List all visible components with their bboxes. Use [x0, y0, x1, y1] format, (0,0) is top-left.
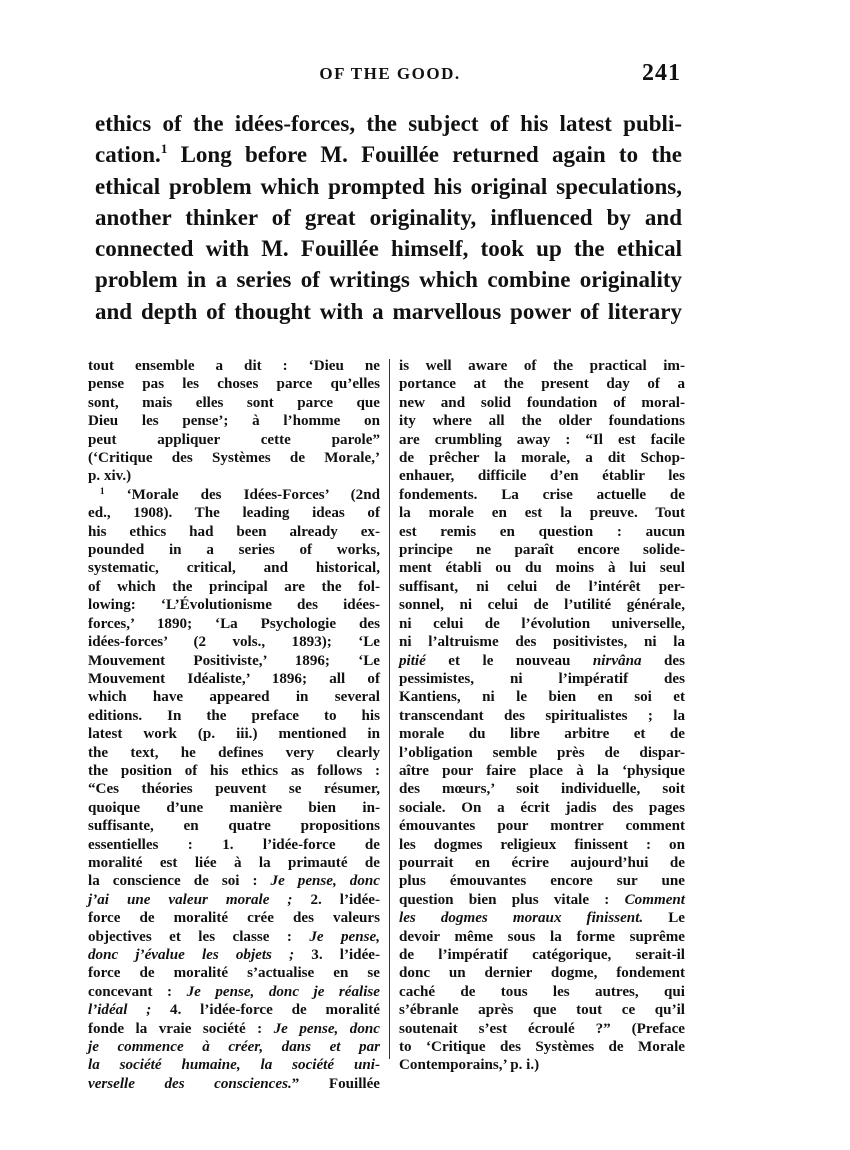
footnote-line: ment établi ou du moins à lui seul: [399, 560, 685, 577]
footnote-column-right: [399, 357, 685, 1075]
footnote-line: ity where all the older foundations: [399, 413, 685, 430]
footnote-line: la conscience de soi : Je pense, donc: [88, 873, 380, 890]
footnote-line: l’obligation semble près de dispar-: [399, 744, 685, 761]
footnote-line: de l’impératif catégorique, serait-il: [399, 947, 685, 963]
footnote-line: caché de tous les autres, qui: [399, 983, 685, 1000]
main-paragraph: [95, 108, 682, 327]
footnote-line: his ethics had been already ex-: [88, 523, 380, 540]
footnote-line: Dieu les pense’; à l’homme on: [88, 413, 380, 430]
footnote-line: donc un dernier dogme, fondement: [399, 965, 685, 982]
footnote-line: les dogmes religieux finissent : on: [399, 836, 685, 853]
page-number: 241: [642, 60, 681, 86]
footnote-line: ed., 1908). The leading ideas of: [88, 505, 380, 522]
text-line: ethics of the idées-forces, the subject of his latest publi-: [95, 111, 682, 136]
footnote-line: $^1$ ‘Morale des Idées-Forces’ (2nd: [100, 485, 380, 503]
footnote-line: Mouvement Idéaliste,’ 1896; all of: [88, 670, 380, 687]
footnote-line: verselle des consciences.” Fouillée: [88, 1075, 380, 1092]
footnote-line: devoir même sous la forme suprême: [399, 928, 685, 945]
footnote-line: Kantiens, ni le bien en soi et: [399, 689, 685, 706]
text-line: another thinker of great originality, influenced by and: [95, 204, 682, 230]
footnote-line: pourrait en écrire aujourd’hui de: [399, 854, 685, 871]
footnote-line: plus émouvantes encore sur une: [399, 873, 685, 890]
column-divider: [389, 359, 390, 1059]
footnote-line: p. xiv.): [88, 468, 132, 485]
footnote-line: morale du libre arbitre et de: [399, 726, 685, 743]
footnote-line: ni l’altruisme des positivistes, ni la: [399, 634, 685, 651]
footnote-line: portance at the present day of a: [399, 376, 685, 393]
footnote-line: suffisante, en quatre propositions: [88, 818, 380, 835]
footnote-line: pitié et le nouveau nirvâna des: [399, 652, 685, 669]
footnote-line: soutenait s’est écroulé ?” (Preface: [399, 1020, 685, 1037]
footnote-marker: 1: [160, 141, 168, 157]
footnote-line: fondements. La crise actuelle de: [399, 486, 685, 503]
footnote-line: je commence à créer, dans et par: [88, 1039, 380, 1056]
footnote-line: suffisant, ni celui de l’intérêt per-: [399, 578, 685, 595]
footnote-line: (‘Critique des Systèmes de Morale,’: [88, 450, 380, 467]
footnote-line: la morale en est la preuve. Tout: [399, 505, 685, 522]
footnote-column-left: [88, 357, 380, 1093]
footnote-line: pounded in a series of works,: [88, 542, 380, 559]
footnote-line: the text, he defines very clearly: [88, 744, 380, 761]
footnote-line: la société humaine, la société uni-: [88, 1057, 380, 1074]
footnote-line: latest work (p. iii.) mentioned in: [88, 726, 380, 743]
text-line: ethical problem which prompted his original speculations,: [95, 173, 682, 199]
footnote-line: peut appliquer cette parole”: [88, 431, 380, 448]
text-line: connected with M. Fouillée himself, took up the ethical: [95, 236, 682, 262]
running-title: OF THE GOOD.: [319, 64, 461, 83]
footnote-line: sociale. On a écrit jadis des pages: [399, 799, 685, 816]
footnote-line: les dogmes moraux finissent. Le: [399, 910, 685, 927]
footnote-line: is well aware of the practical im-: [399, 358, 685, 374]
running-head: [95, 62, 685, 90]
footnote-line: l’idéal ; 4. l’idée-force de moralité: [88, 1002, 380, 1019]
footnote-line: Mouvement Positiviste,’ 1896; ‘Le: [88, 652, 380, 669]
footnote-line: s’ébranle après que tout ce qu’il: [399, 1002, 685, 1019]
footnote-line: aître pour faire place à la ‘physique: [399, 762, 685, 779]
footnote-line: tout ensemble a dit : ‘Dieu ne: [88, 358, 380, 374]
footnote-line: pense pas les choses parce qu’elles: [88, 376, 380, 393]
footnote-line: of which the principal are the fol-: [88, 578, 380, 595]
footnote-line: question bien plus vitale : Comment: [399, 891, 685, 908]
footnote-line: systematic, critical, and historical,: [88, 560, 380, 577]
footnote-line: j’ai une valeur morale ; 2. l’idée-: [88, 891, 380, 908]
footnote-line: to ‘Critique des Systèmes de Morale: [399, 1039, 685, 1056]
footnote-line: objectives et les classe : Je pense,: [88, 928, 380, 945]
footnote-line: lowing: ‘L’Évolutionisme des idées-: [88, 597, 380, 614]
footnote-line: new and solid foundation of moral-: [399, 394, 685, 411]
footnote-line: sont, mais elles sont parce que: [88, 394, 380, 411]
footnote-line: force de moralité crée des valeurs: [88, 910, 380, 927]
footnote-line: forces,’ 1890; ‘La Psychologie des: [88, 615, 380, 632]
footnote-line: enhauer, difficile d’en établir les: [399, 468, 685, 485]
footnotes: [85, 357, 685, 1092]
footnote-line: des mœurs,’ soit individuelle, soit: [399, 781, 685, 798]
footnote-line: ni celui de l’évolution universelle,: [399, 615, 685, 632]
footnote-line: force de moralité s’actualise en se: [88, 965, 380, 982]
text-line: and depth of thought with a marvellous power of literary: [95, 298, 682, 324]
footnote-line: are crumbling away : “Il est facile: [399, 431, 685, 448]
footnote-line: transcendant des spiritualistes ; la: [399, 707, 685, 724]
footnote-line: idées-forces’ (2 vols., 1893); ‘Le: [88, 634, 380, 651]
footnote-line: Contemporains,’ p. i.): [399, 1057, 540, 1074]
footnote-line: concevant : Je pense, donc je réalise: [88, 983, 380, 1000]
footnote-line: which have appeared in several: [88, 689, 380, 706]
footnote-number: 1: [100, 485, 105, 496]
footnote-line: donc j’évalue les objets ; 3. l’idée-: [88, 947, 380, 963]
footnote-line: “Ces théories peuvent se résumer,: [88, 781, 380, 798]
footnote-line: de prêcher la morale, a dit Schop-: [399, 450, 685, 467]
text-line: cation.$^1$ Long before M. Fouillée returned again to the: [95, 141, 682, 168]
footnote-line: the position of his ethics as follows :: [88, 762, 380, 779]
footnote-line: principe ne paraît encore solide-: [399, 542, 685, 559]
footnote-line: essentielles : 1. l’idée-force de: [88, 836, 380, 853]
footnote-line: fonde la vraie société : Je pense, donc: [88, 1020, 380, 1037]
footnote-line: quoique d’une manière bien in-: [88, 799, 380, 816]
footnote-line: pessimistes, ni l’impératif des: [399, 670, 685, 687]
footnote-line: est remis en question : aucun: [399, 523, 685, 540]
footnote-line: moralité est liée à la primauté de: [88, 854, 380, 871]
footnote-line: editions. In the preface to his: [88, 707, 380, 724]
text-line: problem in a series of writings which combine originality: [95, 267, 682, 293]
footnote-line: émouvantes pour montrer comment: [399, 818, 685, 835]
footnote-line: sonnel, ni celui de l’utilité générale,: [399, 597, 685, 614]
